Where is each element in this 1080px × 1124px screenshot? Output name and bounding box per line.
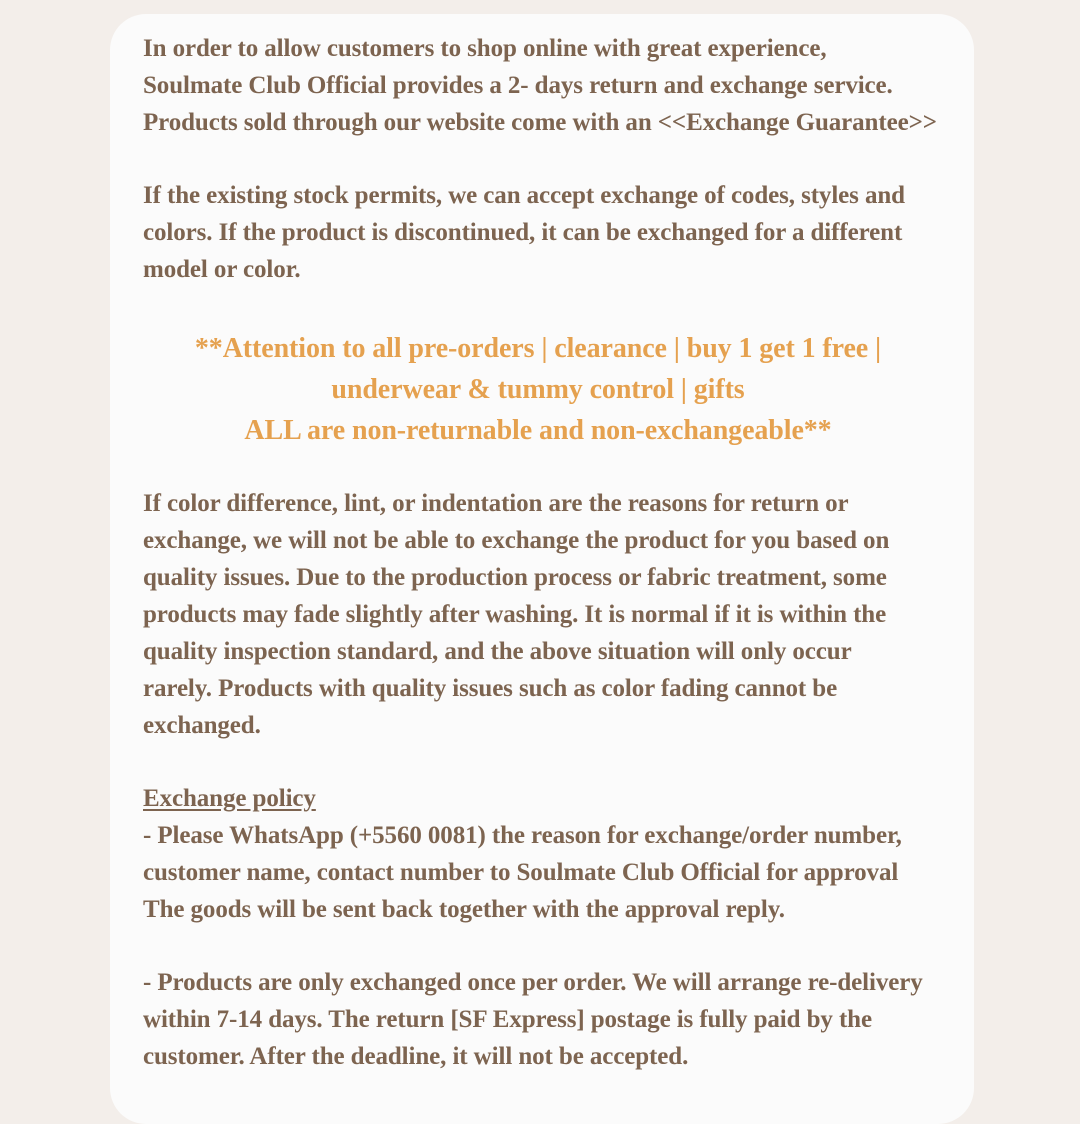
attention-line: **Attention to all pre-orders | clearance | buy 1 get 1 free | bbox=[194, 333, 882, 364]
policy-item-line: The goods will be sent back together with the approval reply. bbox=[143, 896, 785, 923]
stock-line: colors. If the product is discontinued, it can be exchanged for a different bbox=[143, 219, 903, 246]
policy-item-line: customer name, contact number to Soulmate Club Official for approval bbox=[143, 859, 899, 886]
exchange-policy-section bbox=[143, 780, 963, 928]
attention-line: ALL are non-returnable and non-exchangeable** bbox=[244, 415, 832, 446]
intro-line: Soulmate Club Official provides a 2- days return and exchange service. bbox=[143, 72, 893, 99]
quality-line: exchange, we will not be able to exchange the product for you based on bbox=[143, 527, 890, 554]
quality-line: exchanged. bbox=[143, 712, 261, 739]
policy-item-line: - Products are only exchanged once per order. We will arrange re-delivery bbox=[143, 969, 923, 996]
quality-line: products may fade slightly after washing. It is normal if it is within the bbox=[143, 601, 887, 628]
policy-item-line: customer. After the deadline, it will not be accepted. bbox=[143, 1043, 689, 1070]
intro-line: Products sold through our website come with an <<Exchange Guarantee>> bbox=[143, 109, 937, 136]
stock-line: model or color. bbox=[143, 256, 301, 283]
quality-line: quality inspection standard, and the above situation will only occur bbox=[143, 638, 852, 665]
paragraph-spacer bbox=[143, 928, 963, 964]
quality-line: rarely. Products with quality issues such as color fading cannot be bbox=[143, 675, 838, 702]
policy-item-line: within 7-14 days. The return [SF Express] postage is fully paid by the bbox=[143, 1006, 872, 1033]
intro-paragraph bbox=[143, 30, 963, 141]
policy-item-line: - Please WhatsApp (+5560 0081) the reason for exchange/order number, bbox=[143, 822, 902, 849]
quality-line: quality issues. Due to the production process or fabric treatment, some bbox=[143, 564, 887, 591]
stock-paragraph bbox=[143, 177, 963, 288]
attention-notice bbox=[143, 328, 963, 451]
policy-document bbox=[143, 30, 963, 1075]
stock-line: If the existing stock permits, we can accept exchange of codes, styles and bbox=[143, 182, 905, 209]
paragraph-spacer bbox=[143, 288, 963, 328]
quality-line: If color difference, lint, or indentation are the reasons for return or bbox=[143, 490, 849, 517]
intro-line: In order to allow customers to shop online with great experience, bbox=[143, 35, 827, 62]
paragraph-spacer bbox=[143, 141, 963, 177]
quality-paragraph bbox=[143, 485, 963, 744]
paragraph-spacer bbox=[143, 744, 963, 780]
attention-line: underwear & tummy control | gifts bbox=[331, 374, 745, 405]
paragraph-spacer bbox=[143, 451, 963, 485]
exchange-policy-item-2 bbox=[143, 964, 963, 1075]
exchange-policy-heading: Exchange policy bbox=[143, 785, 316, 812]
